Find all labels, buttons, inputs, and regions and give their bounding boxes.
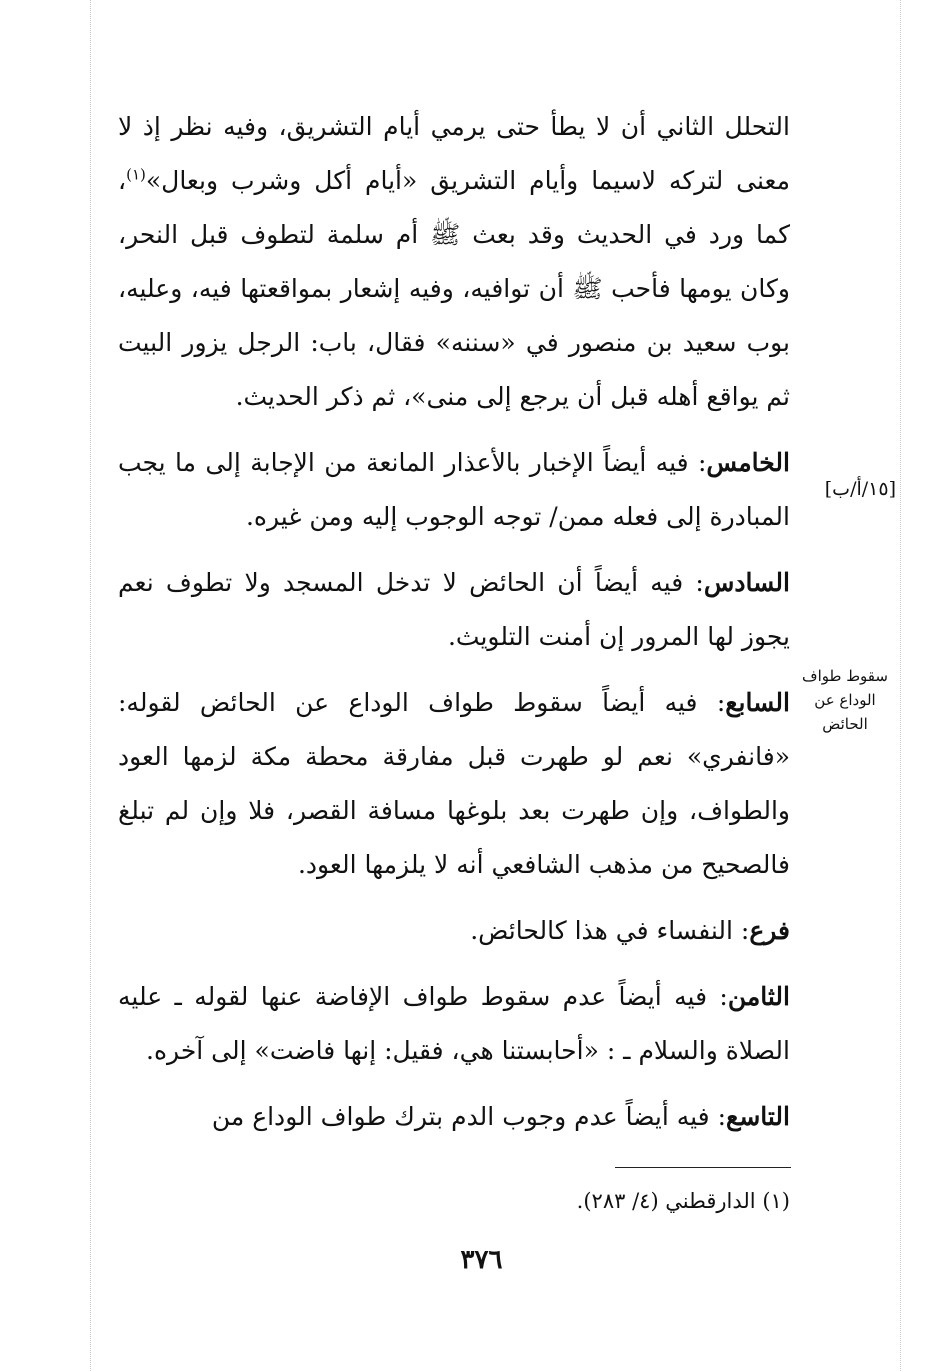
paragraph-text-continued: ، كما ورد في الحديث وقد بعث ﷺ أم سلمة لتطوف قبل النحر، وكان يومها فأحب ﷺ أن توافيه، وفيه إشعار بمواقعتها فيه، وعليه، بوب سعيد بن منصور في «سننه» فقال، باب: الرجل يزور البيت ثم يواقع أهله قبل أن يرجع إلى منى»، ثم ذكر الحديث. xyxy=(118,166,790,411)
paragraph-khamis xyxy=(118,436,790,544)
side-note-line: سقوط طواف xyxy=(802,667,888,685)
paragraph-sabi xyxy=(118,676,790,892)
footnote-separator xyxy=(615,1167,791,1168)
paragraph-1 xyxy=(118,100,790,424)
paragraph-far xyxy=(118,904,790,958)
paragraph-heading: السابع xyxy=(725,688,790,717)
paragraph-text: : فيه أيضاً عدم سقوط طواف الإفاضة عنها لقوله ـ عليه الصلاة والسلام ـ : «أحابستنا هي، فقيل: إنها فاضت» إلى آخره. xyxy=(118,982,790,1065)
paragraph-text: التحلل الثاني أن لا يطأ حتى يرمي أيام التشريق، وفيه نظر إذ لا معنى لتركه لاسيما وأيام التشريق «أيام أكل وشرب وبعال» xyxy=(118,112,790,195)
paragraph-text: : النفساء في هذا كالحائض. xyxy=(470,916,750,945)
paragraph-thamin xyxy=(118,970,790,1078)
side-note-line: الوداع عن xyxy=(814,691,876,709)
page-number: ٣٧٦ xyxy=(460,1245,503,1275)
main-text xyxy=(118,100,790,1156)
paragraph-text: : فيه أيضاً عدم وجوب الدم بترك طواف الوداع من xyxy=(211,1102,727,1131)
paragraph-heading: الخامس xyxy=(706,448,790,477)
paragraph-text: : فيه أيضاً سقوط طواف الوداع عن الحائض لقوله: «فانفري» نعم لو طهرت قبل مفارقة محطة مكة لزمها العود والطواف، وإن طهرت بعد بلوغها مسافة القصر، فلا وإن لم تبلغ فالصحيح من مذهب الشافعي أنه لا يلزمها العود. xyxy=(118,688,790,879)
right-margin-dotted-line xyxy=(900,0,901,1371)
manuscript-folio-reference: [١٥/أ/ب] xyxy=(824,478,896,500)
paragraph-heading: السادس xyxy=(703,568,790,597)
side-note-line: الحائض xyxy=(822,715,868,733)
margin-side-note xyxy=(800,664,890,736)
paragraph-sadis xyxy=(118,556,790,664)
footnote: (١) الدارقطني (٤/ ٢٨٣). xyxy=(576,1189,790,1213)
paragraph-tasi xyxy=(118,1090,790,1144)
paragraph-text: : فيه أيضاً الإخبار بالأعذار المانعة من الإجابة إلى ما يجب المبادرة إلى فعله ممن/ توجه الوجوب إليه ومن غيره. xyxy=(118,448,790,531)
left-margin-dotted-line xyxy=(90,0,91,1371)
paragraph-text: : فيه أيضاً أن الحائض لا تدخل المسجد ولا تطوف نعم يجوز لها المرور إن أمنت التلويث. xyxy=(118,568,790,651)
footnote-marker: (١) xyxy=(126,165,146,184)
paragraph-heading: التاسع xyxy=(726,1102,790,1131)
paragraph-heading: فرع xyxy=(749,916,790,945)
paragraph-heading: الثامن xyxy=(727,982,790,1011)
